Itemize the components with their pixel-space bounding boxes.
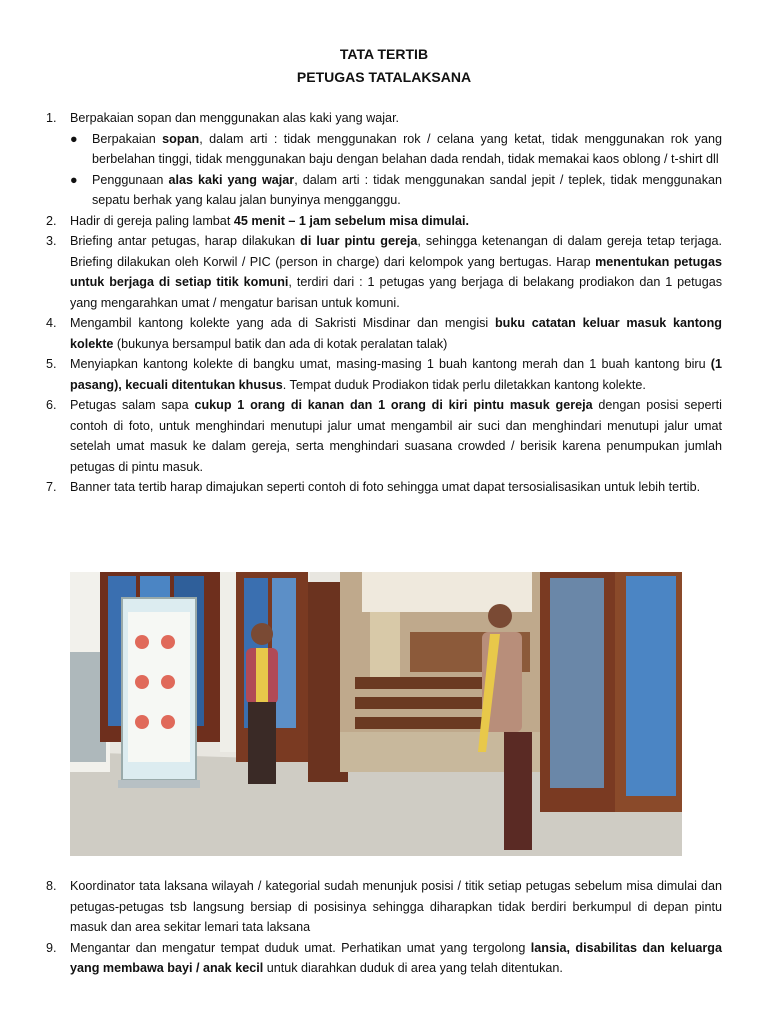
list-item: 8. Koordinator tata laksana wilayah / kategorial sudah menunjuk posisi / titik setiap petugas sebelum misa dimulai dan petugas-petugas tsb langsung bersiap di posisinya sehingga diharapkan tidak berdiri berkumpul di depan pintu masuk dan area sekitar lemari tata laksana: [46, 879, 722, 934]
list-item: 1. Berpakaian sopan dan menggunakan alas kaki yang wajar.: [46, 111, 400, 125]
list-item: 3. Briefing antar petugas, harap dilakukan di luar pintu gereja, sehingga ketenangan di dalam gereja tetap terjaga. Briefing dilakukan oleh Korwil / PIC (person in charge) dari kelompok yang bertugas. Harap menentukan petugas untuk berjaga di setiap titik komuni, terdiri dari : 1 petugas yang berjaga di belakang prodiakon dan 1 petugas yang mengarahkan umat / mengatur barisan untuk komuni.: [46, 234, 722, 310]
rules-list-top: [46, 108, 722, 498]
bullet-item: ● Penggunaan alas kaki yang wajar, dalam arti : tidak menggunakan sandal jepit / teplek, tidak menggunakan sepatu berhak yang kalau jalan bunyinya mengganggu.: [70, 172, 722, 207]
photo-illustration: [70, 572, 682, 856]
list-item: 4. Mengambil kantong kolekte yang ada di Sakristi Misdinar dan mengisi buku catatan keluar masuk kantong kolekte (bukunya bersampul batik dan ada di kotak peralatan talak): [46, 316, 723, 351]
list-item: 7. Banner tata tertib harap dimajukan seperti contoh di foto sehingga umat dapat tersosialisasikan untuk lebih tertib.: [46, 480, 701, 494]
list-item: 9. Mengantar dan mengatur tempat duduk umat. Perhatikan umat yang tergolong lansia, disabilitas dan keluarga yang membawa bayi / anak kecil untuk diarahkan duduk di area yang telah ditentukan.: [46, 940, 722, 975]
church-entrance-photo: [70, 572, 682, 856]
list-item: 5. Menyiapkan kantong kolekte di bangku umat, masing-masing 1 buah kantong merah dan 1 buah kantong biru (1 pasang), kecuali ditentukan khusus. Tempat duduk Prodiakon tidak perlu diletakkan kantong kolekte.: [46, 357, 722, 392]
rules-list-bottom: [46, 876, 722, 979]
document-title: TATA TERTIB: [339, 46, 429, 62]
document-subtitle: PETUGAS TATALAKSANA: [296, 69, 472, 85]
list-item: 6. Petugas salam sapa cukup 1 orang di kanan dan 1 orang di kiri pintu masuk gereja dengan posisi seperti contoh di foto, untuk menghindari menutupi jalur umat mengambil air suci dan menghindari menutupi jalur umat setelah umat masuk ke dalam gereja, serta menghindari suasana crowded / berisik karena penumpukan jumlah petugas di pintu masuk.: [46, 398, 722, 474]
bullet-item: ● Berpakaian sopan, dalam arti : tidak menggunakan rok / celana yang ketat, tidak menggunakan rok yang berbelahan tinggi, tidak menggunakan baju dengan belahan dada rendah, tidak memakai kaos oblong / t-shirt dll: [70, 131, 722, 166]
list-item: 2. Hadir di gereja paling lambat 45 menit – 1 jam sebelum misa dimulai.: [46, 213, 469, 228]
